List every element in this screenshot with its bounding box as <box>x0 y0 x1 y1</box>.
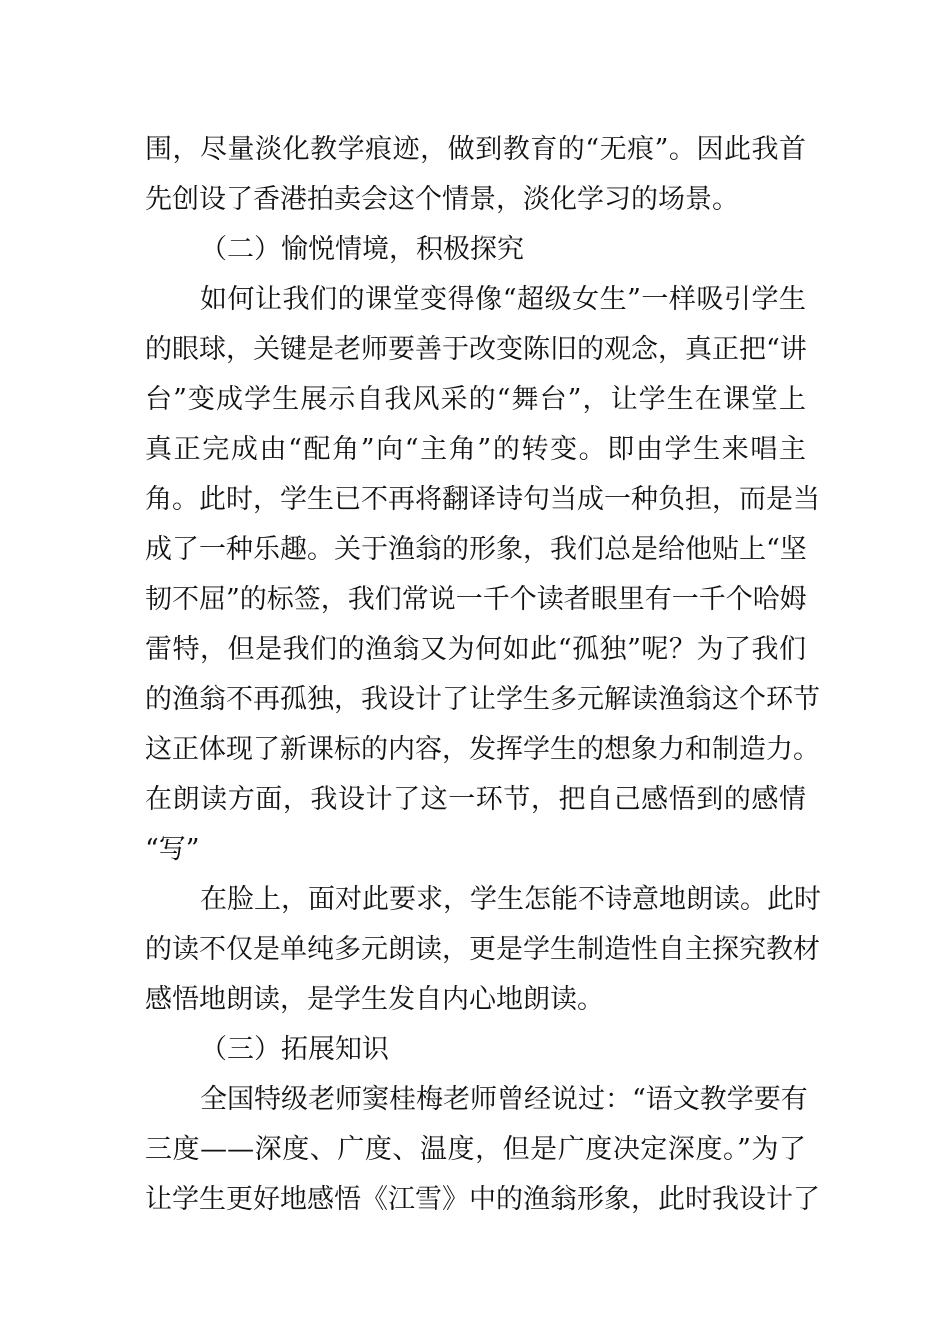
section-heading: （三）拓展知识 <box>200 1034 389 1065</box>
text-line: 成了一种乐趣。关于渔翁的形象，我们总是给他贴上“坚 <box>145 534 807 565</box>
text-line: 感悟地朗读，是学生发自内心地朗读。 <box>145 984 604 1015</box>
text-line: 围，尽量淡化教学痕迹，做到教育的“无痕”。因此我首 <box>145 134 806 165</box>
section-heading: （二）愉悦情境，积极探究 <box>200 234 524 265</box>
text-line: 台”变成学生展示自我风采的“舞台”，让学生在课堂上 <box>145 384 806 415</box>
text-line: 真正完成由“配角”向“主角”的转变。即由学生来唱主 <box>145 434 806 465</box>
text-line: 的眼球，关键是老师要善于改变陈旧的观念，真正把“讲 <box>145 334 807 365</box>
text-line: 韧不屈”的标签，我们常说一千个读者眼里有一千个哈姆 <box>145 584 807 615</box>
text-line: 让学生更好地感悟《江雪》中的渔翁形象，此时我设计了 <box>145 1184 820 1215</box>
text-line: 的读不仅是单纯多元朗读，更是学生制造性自主探究教材 <box>145 934 820 965</box>
text-line: 全国特级老师窦桂梅老师曾经说过：“语文教学要有 <box>200 1084 808 1115</box>
text-line: 如何让我们的课堂变得像“超级女生”一样吸引学生 <box>200 284 806 315</box>
text-line: 三度——深度、广度、温度，但是广度决定深度。”为了 <box>145 1134 806 1165</box>
text-line: 雷特，但是我们的渔翁又为何如此“孤独”呢？为了我们 <box>145 634 806 665</box>
text-line: 先创设了香港拍卖会这个情景，淡化学习的场景。 <box>145 184 739 215</box>
text-line: 的渔翁不再孤独，我设计了让学生多元解读渔翁这个环节 <box>145 684 820 715</box>
text-line: 这正体现了新课标的内容，发挥学生的想象力和制造力。 <box>145 734 820 765</box>
text-line: 角。此时，学生已不再将翻译诗句当成一种负担，而是当 <box>145 484 820 515</box>
text-line: 在脸上，面对此要求，学生怎能不诗意地朗读。此时 <box>200 884 821 915</box>
text-line: “写” <box>145 834 200 865</box>
text-line: 在朗读方面，我设计了这一环节，把自己感悟到的感情 <box>145 784 806 815</box>
